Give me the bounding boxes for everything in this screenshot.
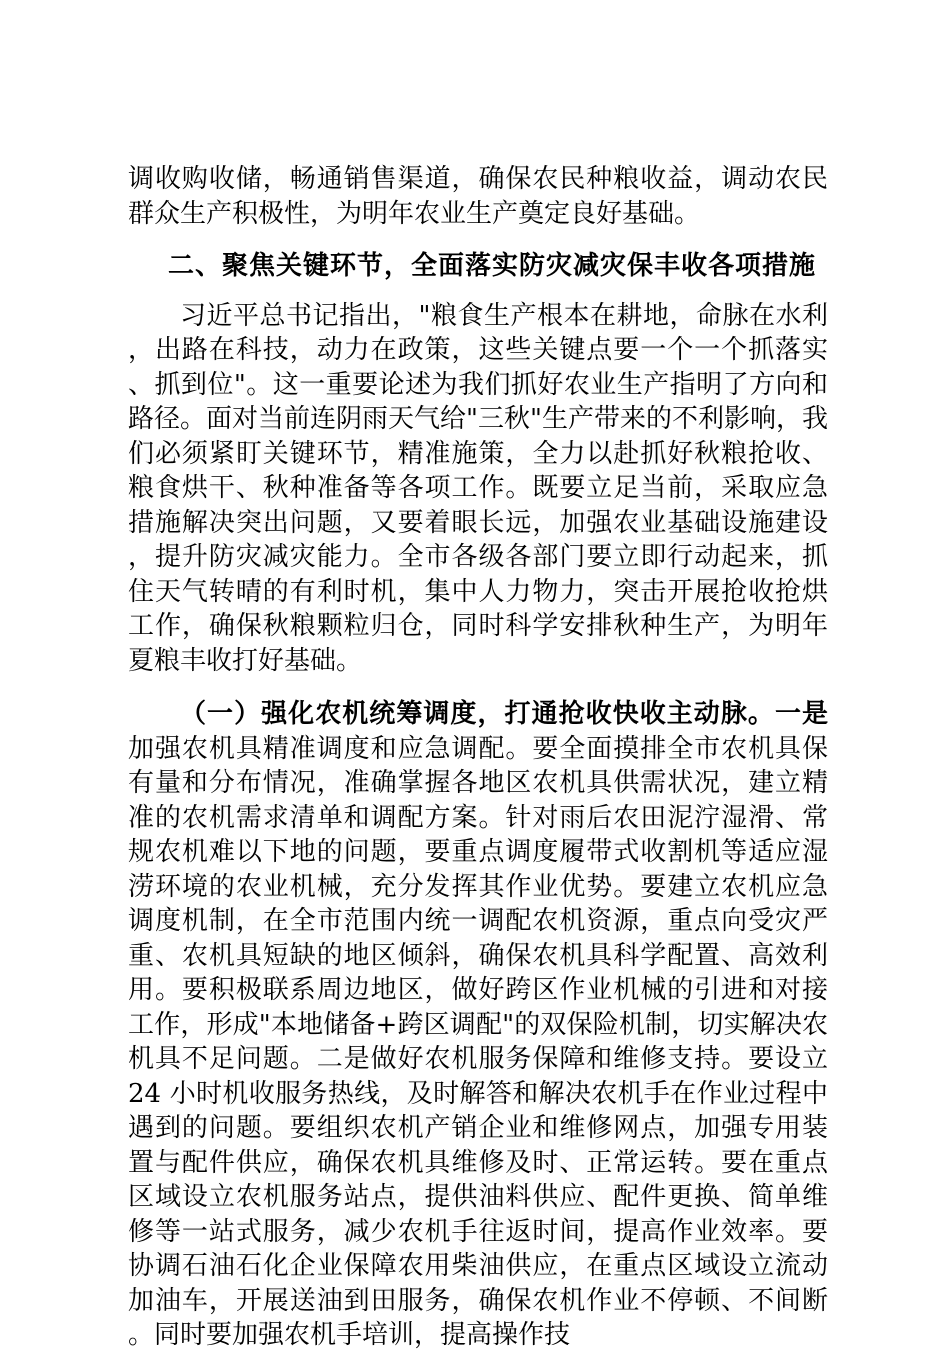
section-heading: 二、聚焦关键环节，全面落实防灾减灾保丰收各项措施 — [168, 251, 817, 281]
first-marker: 一是 — [774, 699, 828, 729]
sub-heading: （一）强化农机统筹调度，打通抢收快收主动脉。 — [180, 699, 775, 729]
paragraph-intro: 习近平总书记指出，"粮食生产根本在耕地，命脉在水利，出路在科技，动力在政策，这些关键点要一个一个抓落实、抓到位"。这一重要论述为我们抓好农业生产指明了方向和路径。面对当前连阴雨天气给"三秋"生产带来的不利影响，我们必须紧盯关键环节，精准施策，全力以赴抓好秋粮抢收、粮食烘干、秋种准备等各项工作。既要立足当前，采取应急措施解决突出问题，又要着眼长远，加强农业基础设施建设，提升防灾减灾能力。全市各级各部门要立即行动起来，抓住天气转晴的有利时机，集中人力物力，突击开展抢收抢烘工作，确保秋粮颗粒归仓，同时科学安排秋种生产，为明年夏粮丰收打好基础。 — [128, 300, 828, 676]
document-body — [128, 162, 828, 1353]
paragraph-continuation: 调收购收储，畅通销售渠道，确保农民种粮收益，调动农民群众生产积极性，为明年农业生产奠定良好基础。 — [128, 164, 828, 229]
paragraph-measure-body: 加强农机具精准调度和应急调配。要全面摸排全市农机具保有量和分布情况，准确掌握各地区农机具供需状况，建立精准的农机需求清单和调配方案。针对雨后农田泥泞湿滑、常规农机难以下地的问题，要重点调度履带式收割机等适应湿涝环境的农业机械，充分发挥其作业优势。要建立农机应急调度机制，在全市范围内统一调配农机资源，重点向受灾严重、农机具短缺的地区倾斜，确保农机具科学配置、高效利用。要积极联系周边地区，做好跨区作业机械的引进和对接工作，形成"本地储备+跨区调配"的双保险机制，切实解决农机具不足问题。二是做好农机服务保障和维修支持。要设立 24 小时机收服务热线，及时解答和解决农机手在作业过程中遇到的问题。要组织农机产销企业和维修网点，加强专用装置与配件供应，确保农机具维修及时、正常运转。要在重点区域设立农机服务站点，提供油料供应、配件更换、简单维修等一站式服务，减少农机手往返时间，提高作业效率。要协调石油石化企业保障农用柴油供应，在重点区域设立流动加油车，开展送油到田服务，确保农机作业不停顿、不间断。同时要加强农机手培训，提高操作技 — [128, 733, 828, 1350]
paragraph-measure-one — [128, 697, 828, 1353]
